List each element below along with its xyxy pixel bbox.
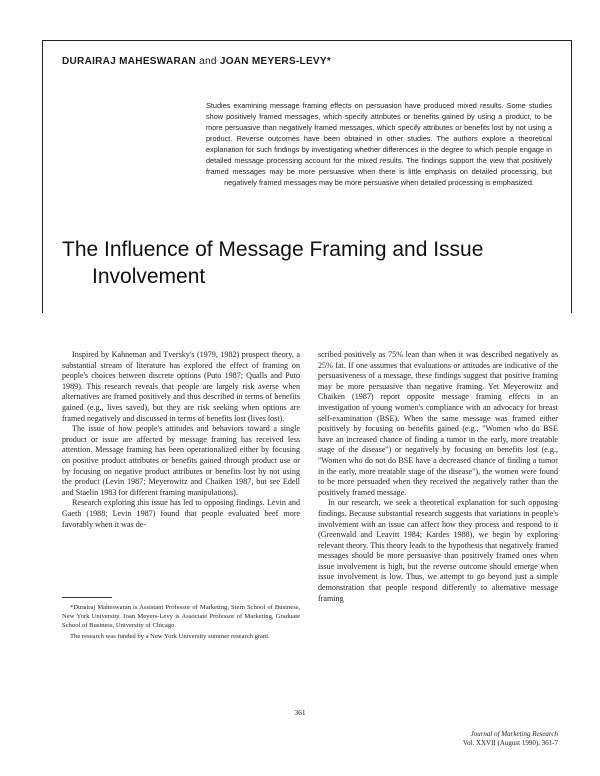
paragraph: In our research, we seek a theoretical explanation for such opposing findings. Because substantial research suggests that variations in people's involvement with an issue can affect how they process and respond to it (Greenwald and Leavitt 1984; Kardes 1988), we begin by exploring relevant theory. This theory leads to the hypothesis that negatively framed messages should be more persuasive than positively framed ones when issue involvement is high, but the reverse outcome should emerge when issue involvement is low. Thus, we attempt to go beyond just a simple demonstration that people respond differently to alternative message framing bbox=[318, 498, 558, 603]
author-line bbox=[62, 56, 331, 67]
paragraph: Research exploring this issue has led to opposing findings. Levin and Gaeth (1988; Levin 1987) found that people evaluated beef more favorably when it was de- bbox=[62, 498, 300, 529]
footnote: The research was funded by a New York University summer research grant. bbox=[70, 633, 270, 640]
article-title bbox=[62, 236, 542, 290]
paragraph: Inspired by Kahneman and Tversky's (1979, 1982) prospect theory, a substantial stream of literature has explored the effect of framing on people's choices between discrete options (Puto 1987; Qualls and Puto 1989). This research reveals that people are largely risk averse when alternatives are framed positively and thus described in terms of benefits gained (e.g., lives saved), but they are risk seeking when options are framed negatively and discussed in terms of benefits lost (lives lost). bbox=[62, 350, 300, 423]
title-line-1: The Influence of Message Framing and Issue bbox=[62, 238, 484, 261]
footnote: *Durairaj Maheswaran is Assistant Professor of Marketing, Stern School of Business, New York University. Joan Meyers-Levy is Associate Professor of Marketing, Graduate School of Business, University of Chicago. bbox=[62, 604, 300, 629]
author-conjunction: and bbox=[199, 56, 217, 67]
footnotes bbox=[62, 603, 300, 643]
abstract: Studies examining message framing effects on persuasion have produced mixed results. Some studies show positively framed messages, which specify attributes or benefits gained by using a product, to be more persuasive than negatively framed messages, which specify attributes or benefits lost by not using a product. Reverse outcomes have been obtained in other studies. The authors explore a theoretical explanation for such findings by investigating whether differences in the degree to which people engage in detailed message processing account for the mixed results. The findings support the view that positively framed messages may be more persuasive when there is little emphasis on detailed processing, but negatively framed messages may be more persuasive when detailed processing is emphasized. bbox=[206, 101, 552, 187]
paragraph: The issue of how people's attitudes and behaviors toward a single product or issue are affected by message framing has received less attention. Message framing has been operationalized either by focusing on positive product attributes or benefits gained through product use or by focusing on negative product attributes or benefits lost by not using the product (Levin 1987; Meyerowitz and Chaiken 1987, but see Edell and Staelin 1983 for different framing manipulations). bbox=[62, 424, 300, 497]
journal-volume: Vol. XXVII (August 1990), 361-7 bbox=[462, 739, 558, 747]
body-column-left bbox=[62, 350, 300, 570]
author-1: DURAIRAJ MAHESWARAN bbox=[62, 56, 197, 67]
footnote-divider bbox=[62, 597, 112, 598]
author-2: JOAN MEYERS-LEVY* bbox=[219, 56, 332, 67]
journal-citation bbox=[463, 730, 558, 748]
title-line-2: Involvement bbox=[92, 265, 206, 288]
journal-name: Journal of Marketing Research bbox=[470, 730, 558, 738]
body-column-right bbox=[318, 350, 558, 604]
paragraph: scribed positively as 75% lean than when it was described negatively as 25% fat. If one assumes that evaluations or attitudes are indicative of the persuasiveness of a message, these findings suggest that positive framing may be more persuasive than negative framing. Yet Meyerowitz and Chaiken (1987) report opposite message framing effects in an investigation of young women's compliance with an advocacy for breast self-examination (BSE). When the same message was framed either positively by focusing on benefits gained (e.g., "Women who do BSE have an increased chance of finding a tumor in the early, more treatable stage of the disease") or negatively by focusing on benefits lost (e.g., "Women who do not do BSE have a decreased chance of finding a tumor in the early, more treatable stage of the disease"), the women were found to be more persuaded when they received the negatively rather than the positively framed message. bbox=[318, 350, 558, 497]
page-number: 361 bbox=[294, 708, 306, 717]
